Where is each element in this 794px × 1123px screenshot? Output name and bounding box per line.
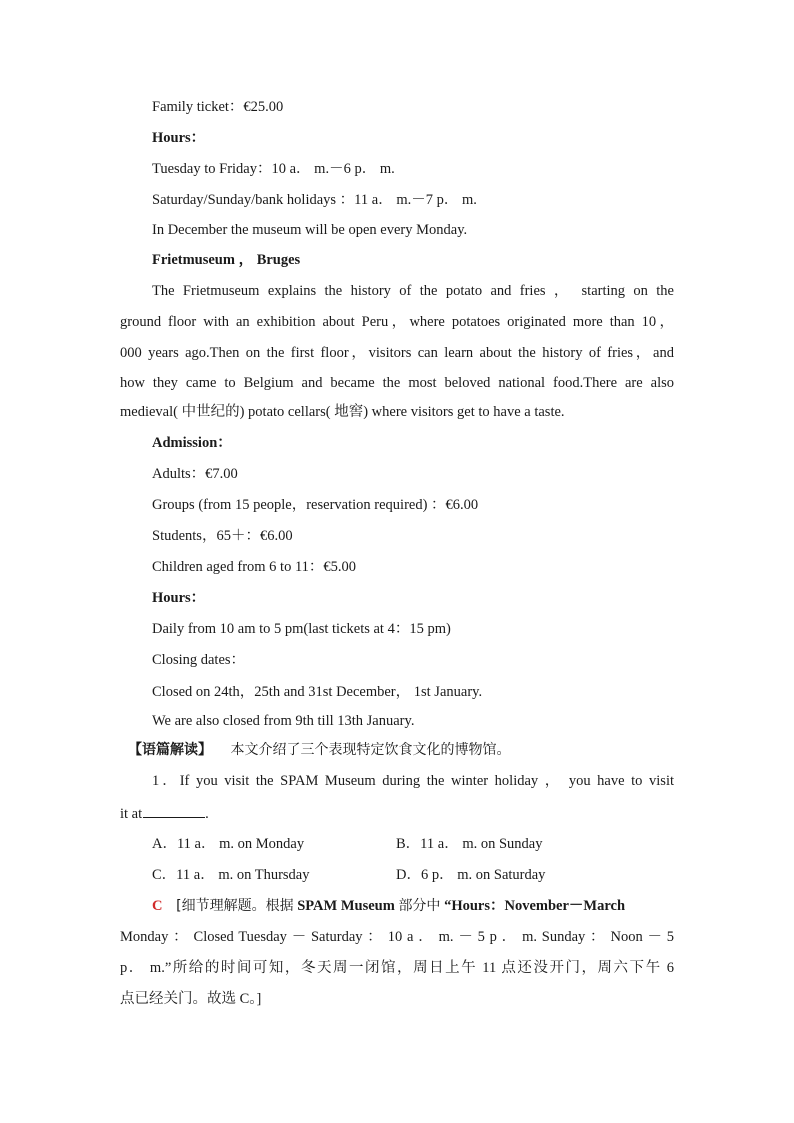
option-a: A．11 a． m. on Monday <box>152 836 305 852</box>
explanation-text: “Hours：November－March <box>444 898 626 914</box>
closed-on-line: Closed on 24th，25th and 31st December， 1st January. <box>152 684 483 700</box>
paragraph-line: medieval( 中世纪的) potato cellars( 地窖) where visitors get to have a taste. <box>120 404 565 420</box>
december-note: In December the museum will be open every Monday. <box>152 222 468 238</box>
hours-daily: Daily from 10 am to 5 pm(last tickets at 4：15 pm) <box>152 621 451 637</box>
hours-tue-fri: Tuesday to Friday：10 a． m.－6 p． m. <box>152 161 395 177</box>
hours-sat-sun: Saturday/Sunday/bank holidays ：11 a． m.－7 p． m. <box>152 192 477 208</box>
closing-dates-label: Closing dates： <box>152 652 246 668</box>
passage-summary-label: 【语篇解读】 <box>128 742 212 758</box>
family-ticket-line: Family ticket：€25.00 <box>152 99 284 115</box>
paragraph-line: The Frietmuseum explains the history of the potato and fries ， starting on the <box>152 283 674 299</box>
question-1-text: 1．If you visit the SPAM Museum during the winter holiday ， you have to visit <box>152 773 674 789</box>
price-students: Students，65＋：€6.00 <box>152 528 293 544</box>
paragraph-line: how they came to Belgium and became the most beloved national food.There are also <box>120 375 674 391</box>
option-d: D．6 p． m. on Saturday <box>396 867 546 883</box>
question-1-prefix: it at <box>120 806 143 822</box>
hours-heading: Hours： <box>152 590 206 606</box>
also-closed-line: We are also closed from 9th till 13th January. <box>152 713 415 729</box>
explanation-text: SPAM Museum <box>297 898 395 914</box>
explanation-line: Monday ： Closed Tuesday － Saturday ： 10 a ． m. － 5 p ． m. Sunday ： Noon － 5 <box>120 929 674 945</box>
answer-blank <box>143 803 205 818</box>
explanation-line <box>152 896 625 916</box>
passage-summary <box>128 740 510 760</box>
option-c: C．11 a． m. on Thursday <box>152 867 310 883</box>
explanation-text: [细节理解题。根据 <box>176 898 294 914</box>
section-title-frietmuseum: Frietmuseum ， Bruges <box>152 252 301 268</box>
price-adults: Adults：€7.00 <box>152 466 238 482</box>
option-b: B．11 a． m. on Sunday <box>396 836 543 852</box>
price-children: Children aged from 6 to 11：€5.00 <box>152 559 357 575</box>
admission-heading: Admission： <box>152 435 232 451</box>
passage-summary-text: 本文介绍了三个表现特定饮食文化的博物馆。 <box>230 742 511 758</box>
price-groups: Groups (from 15 people，reservation required) ：€6.00 <box>152 497 479 513</box>
explanation-line: 点已经关门。故选 C。] <box>120 991 262 1007</box>
paragraph-line: 000 years ago.Then on the first floor，visitors can learn about the history of fries，and <box>120 345 674 361</box>
answer-letter: C <box>152 898 163 914</box>
hours-heading: Hours： <box>152 130 206 146</box>
explanation-text: 部分中 <box>398 898 441 914</box>
question-1-continuation <box>120 803 209 824</box>
paragraph-line: ground floor with an exhibition about Peru，where potatoes originated more than 10， <box>120 314 674 330</box>
question-1-suffix: . <box>205 806 209 822</box>
explanation-line: p． m.”所给的时间可知，冬天周一闭馆，周日上午 11 点还没开门，周六下午 6 <box>120 960 674 976</box>
